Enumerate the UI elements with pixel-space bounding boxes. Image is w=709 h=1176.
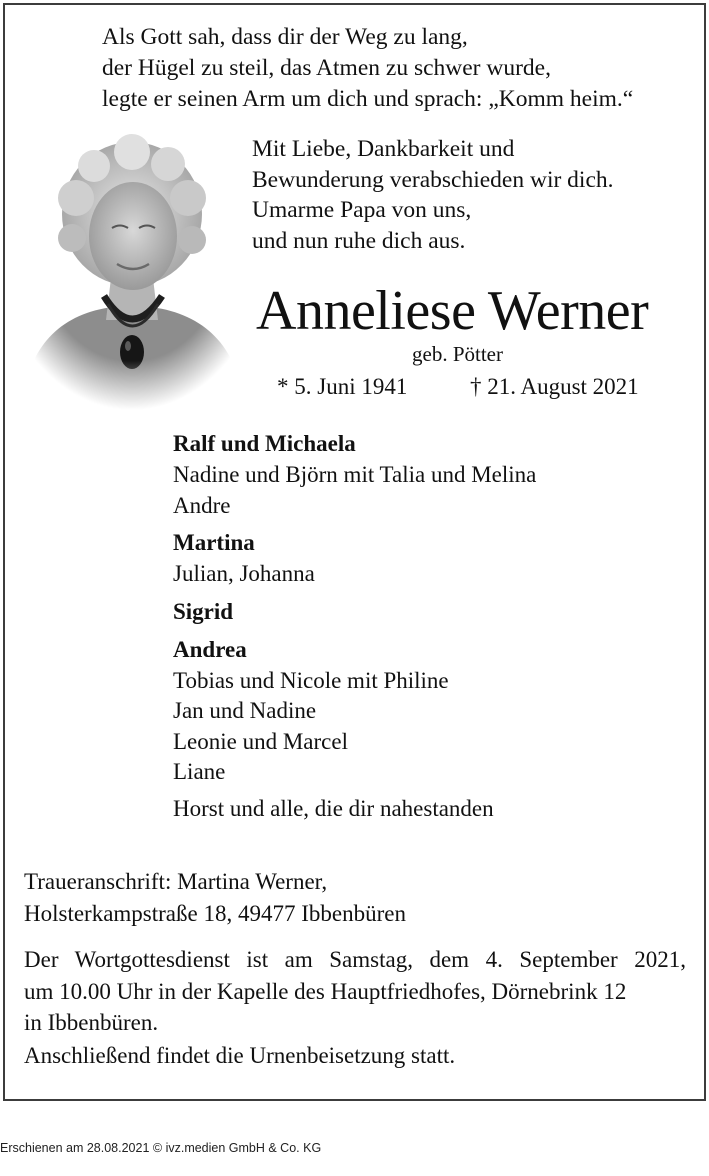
family-head: Martina (173, 530, 255, 555)
service-line: Der Wortgottesdienst ist am Samstag, dem 4. September 2021, (24, 947, 686, 972)
family-group (173, 596, 693, 628)
family-list (173, 428, 693, 824)
family-group (173, 634, 693, 788)
address-line: Holsterkampstraße 18, 49477 Ibbenbüren (24, 900, 406, 926)
service-notice (24, 944, 686, 1039)
family-group (173, 527, 693, 590)
opening-poem (102, 22, 682, 115)
deceased-name: Anneliese Werner (256, 280, 649, 342)
family-member: Liane (173, 759, 226, 784)
poem-line: Mit Liebe, Dankbarkeit und (252, 136, 515, 162)
poem-line: Umarme Papa von uns, (252, 197, 472, 223)
publication-footer: Erschienen am 28.08.2021 © ivz.medien GmbH & Co. KG (0, 1141, 322, 1155)
dedication-poem (252, 134, 692, 256)
poem-line: und nun ruhe dich aus. (252, 227, 466, 254)
poem-line: der Hügel zu steil, das Atmen zu schwer wurde, (102, 55, 551, 81)
family-member: Leonie und Marcel (173, 728, 348, 754)
family-closing: Horst und alle, die dir nahestanden (173, 795, 494, 821)
service-line: in Ibbenbüren. (24, 1010, 159, 1035)
service-line: um 10.00 Uhr in der Kapelle des Hauptfriedhofes, Dörnebrink 12 (24, 978, 627, 1004)
family-member: Nadine und Björn mit Talia und Melina (173, 462, 537, 487)
family-member: Tobias und Nicole mit Philine (173, 667, 449, 693)
family-head: Sigrid (173, 598, 234, 624)
poem-line: Bewunderung verabschieden wir dich. (252, 166, 614, 193)
urn-burial-note: Anschließend findet die Urnenbeisetzung statt. (24, 1043, 456, 1068)
birth-date: * 5. Juni 1941 (277, 374, 408, 399)
death-date: † 21. August 2021 (470, 374, 639, 399)
mourning-address (24, 866, 684, 929)
family-member: Andre (173, 492, 231, 518)
poem-line: Als Gott sah, dass dir der Weg zu lang, (102, 24, 468, 50)
family-member: Julian, Johanna (173, 561, 315, 586)
family-member: Jan und Nadine (173, 698, 317, 723)
portrait-photo (16, 128, 248, 410)
family-head: Andrea (173, 636, 247, 662)
family-group (173, 428, 693, 521)
maiden-name: geb. Pötter (412, 342, 503, 366)
poem-line: legte er seinen Arm um dich und sprach: „Komm heim.“ (102, 86, 634, 112)
family-head: Ralf und Michaela (173, 431, 356, 456)
address-line: Traueranschrift: Martina Werner, (24, 869, 328, 894)
